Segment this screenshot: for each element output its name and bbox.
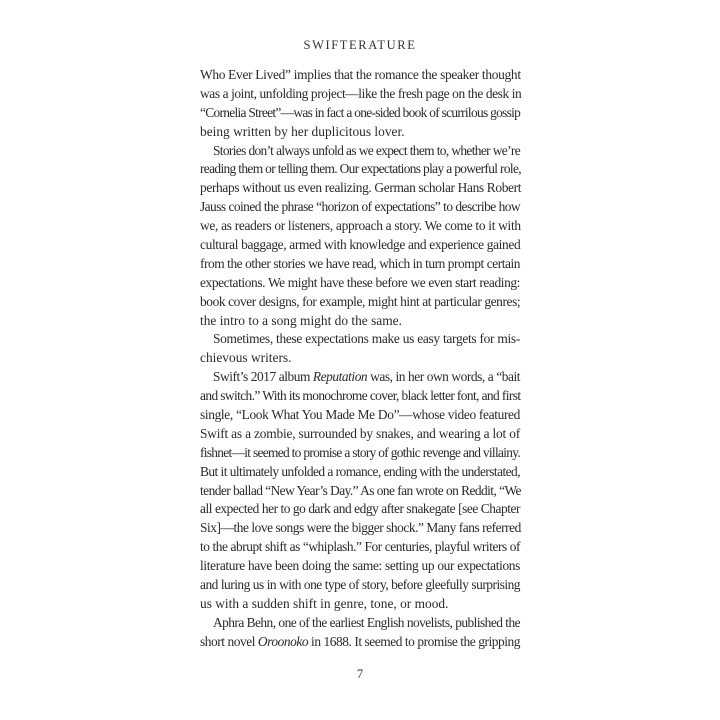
- line-text: to the abrupt shift as “whiplash.” For centuries, playful writers of: [200, 539, 520, 555]
- text-line: [200, 614, 520, 633]
- text-line: [200, 425, 520, 444]
- text-line: [200, 557, 520, 576]
- text-line: [200, 142, 520, 161]
- text-line: [200, 312, 520, 331]
- running-header: SWIFTERATURE: [303, 38, 417, 52]
- line-text: But it ultimately unfolded a romance, ending with the understated,: [200, 463, 520, 479]
- text-line: [200, 198, 520, 217]
- line-text: short novel: [200, 633, 258, 649]
- text-line: [200, 217, 520, 236]
- text-line: [200, 406, 520, 425]
- line-text: Aphra Behn, one of the earliest English novelists, published the: [213, 614, 520, 630]
- italic-title: Reputation: [312, 369, 368, 385]
- paragraph: [200, 66, 520, 142]
- text-line: [200, 538, 520, 557]
- text-line: [200, 463, 520, 482]
- line-text: the intro to a song might do the same.: [200, 312, 402, 328]
- text-line: [200, 633, 520, 652]
- line-text: being written by her duplicitous lover.: [200, 123, 405, 139]
- line-text: single, “Look What You Made Me Do”—whose video featured: [200, 407, 520, 423]
- paragraph: [200, 614, 520, 652]
- text-line: [200, 444, 520, 463]
- line-text: book cover designs, for example, might hint at particular genres;: [200, 293, 521, 309]
- line-text: Six]—the love songs were the bigger shock.” Many fans referred: [200, 520, 521, 536]
- line-text: us with a sudden shift in genre, tone, or mood.: [200, 595, 449, 611]
- paragraph: [200, 368, 520, 614]
- text-line: [200, 368, 520, 387]
- line-text: perhaps without us even realizing. German scholar Hans Robert: [200, 180, 522, 196]
- text-line: [200, 482, 520, 501]
- line-text: “Cornelia Street”—was in fact a one-sided book of scurrilous gossip: [200, 104, 521, 120]
- line-text: fishnet—it seemed to promise a story of gothic revenge and villainy.: [200, 444, 520, 460]
- line-text: from the other stories we have read, which in turn prompt certain: [200, 255, 520, 271]
- line-text: cultural baggage, armed with knowledge and experience gained: [200, 237, 521, 253]
- italic-title: Oroonoko: [257, 633, 309, 649]
- line-text: and luring us in with one type of story, before gleefully surprising: [200, 577, 520, 593]
- body-text: [200, 66, 520, 652]
- paragraph: [200, 330, 520, 368]
- line-text: Swift as a zombie, surrounded by snakes, and wearing a lot of: [200, 425, 520, 441]
- line-text: tender ballad “New Year’s Day.” As one fan wrote on Reddit, “We: [200, 482, 521, 498]
- line-text: Who Ever Lived” implies that the romance the speaker thought: [200, 67, 521, 82]
- page-number: 7: [356, 667, 364, 681]
- line-text: and switch.” With its monochrome cover, black letter font, and first: [200, 388, 521, 404]
- text-line: [200, 66, 520, 85]
- line-text: was a joint, unfolding project—like the fresh page on the desk in: [200, 85, 522, 101]
- text-line: [200, 576, 520, 595]
- line-text: Swift’s 2017 album: [213, 369, 313, 385]
- text-line: [200, 236, 520, 255]
- paragraph: [200, 142, 520, 331]
- text-line: [200, 387, 520, 406]
- text-line: [200, 255, 520, 274]
- line-text: was, in her own words, a “bait: [367, 369, 520, 385]
- text-line: [200, 85, 520, 104]
- line-text: reading them or telling them. Our expectations play a powerful role,: [200, 161, 521, 177]
- text-line: [200, 123, 520, 142]
- text-line: [200, 104, 520, 123]
- line-text: in 1688. It seemed to promise the gripping: [308, 633, 520, 649]
- text-line: [200, 349, 520, 368]
- text-line: [200, 519, 520, 538]
- line-text: all expected her to go dark and edgy after snakegate [see Chapter: [200, 501, 520, 517]
- line-text: Stories don’t always unfold as we expect them to, whether we’re: [213, 142, 520, 158]
- text-line: [200, 330, 520, 349]
- text-line: [200, 595, 520, 614]
- line-text: expectations. We might have these before we even start reading:: [200, 274, 520, 290]
- line-text: Jauss coined the phrase “horizon of expectations” to describe how: [200, 199, 520, 215]
- text-line: [200, 160, 520, 179]
- text-line: [200, 179, 520, 198]
- line-text: literature have been doing the same: setting up our expectations: [200, 558, 520, 574]
- line-text: we, as readers or listeners, approach a story. We come to it with: [200, 218, 521, 234]
- line-text: chievous writers.: [200, 350, 292, 366]
- text-line: [200, 500, 520, 519]
- text-line: [200, 293, 520, 312]
- text-line: [200, 274, 520, 293]
- line-text: Sometimes, these expectations make us easy targets for mis-: [213, 331, 520, 347]
